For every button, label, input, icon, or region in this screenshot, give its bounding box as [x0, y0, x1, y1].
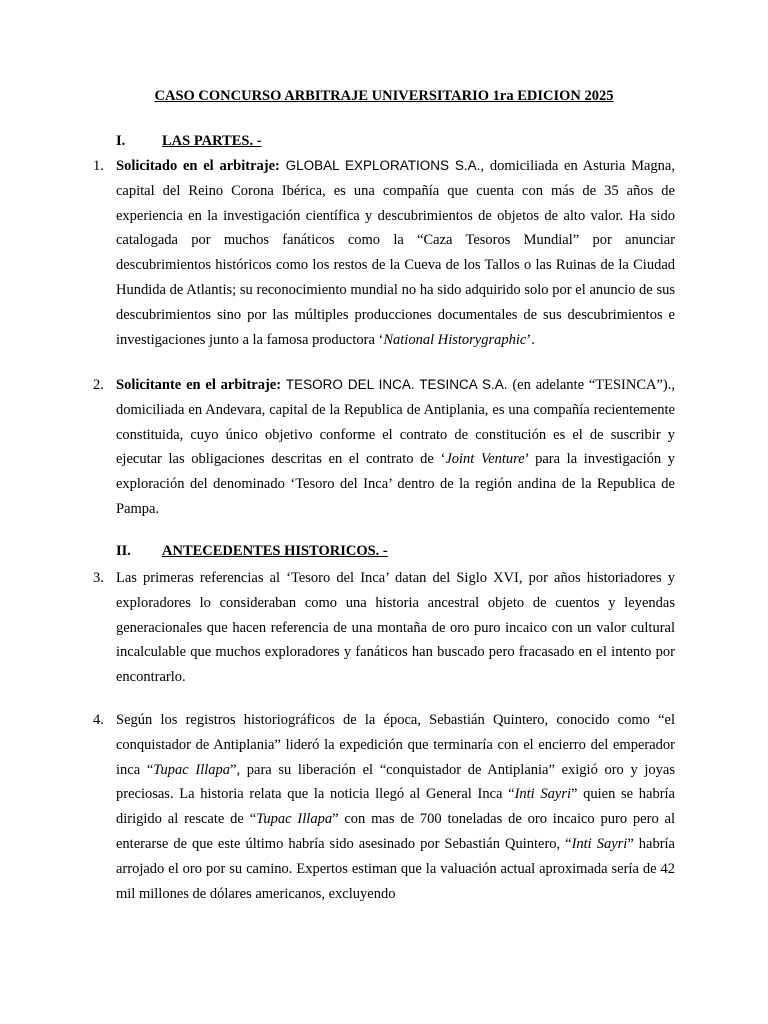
- paragraph-text: ” quien se habría dirigido al rescate de “: [116, 786, 675, 828]
- section-number: I.: [116, 133, 126, 149]
- paragraph-number: 3.: [93, 570, 104, 586]
- paragraph-text: , domiciliada en Asturia Magna, capital del Reino Corona Ibérica, es una compañía que cuenta con más de 35 años de experiencia en la investigación científica y descubrimientos de objetos de alto valor. Ha sido catalogada por muchos fanáticos como la “Caza Tesoros Mundial” por anunciar descubrimientos históricos como los restos de la Cueva de los Tallos o las Ruinas de la Ciudad Hundida de Atlantis; su reconocimiento mundial no ha sido adquirido solo por el anuncio de sus descubrimientos sino por las múltiples producciones documentales de sus descubrimientos e investigaciones junto a la famosa productora ‘: [116, 158, 675, 348]
- paragraph-italic: Tupac Illapa: [256, 811, 333, 828]
- paragraph-italic: Inti Sayri: [514, 786, 571, 803]
- paragraph-text: ”, para su liberación el “conquistador de Antiplania” exigió oro y joyas preciosas. La historia relata que la noticia llegó al General Inca “: [116, 761, 676, 803]
- paragraph-2: [93, 373, 675, 522]
- section-number: II.: [116, 543, 131, 559]
- paragraph-italic: Joint Venture: [445, 451, 525, 468]
- section-title: LAS PARTES. -: [162, 133, 262, 149]
- paragraph-italic: National Historygraphic: [383, 331, 527, 348]
- paragraph-text: Según los registros historiográficos de la época, Sebastián Quintero, conocido como “el conquistador de Antiplania” lideró la expedición que terminaría con el encierro del emperador inca “: [116, 712, 675, 778]
- paragraph-number: 1.: [93, 158, 104, 174]
- paragraph-body: [116, 154, 675, 352]
- section-heading-antecedentes: [116, 543, 388, 560]
- paragraph-4: [93, 708, 675, 906]
- paragraph-lead: Solicitado en el arbitraje:: [116, 158, 280, 174]
- paragraph-number: 2.: [93, 377, 104, 393]
- paragraph-1: [93, 154, 675, 352]
- company-name: GLOBAL EXPLORATIONS S.A.: [285, 158, 481, 173]
- paragraph-3: [93, 566, 675, 690]
- paragraph-italic: Tupac Illapa: [153, 761, 231, 778]
- paragraph-text: ” habría arrojado el oro por su camino. Expertos estiman que la valuación actual aproximada sería de 42 mil millones de dólares americanos, excluyendo: [116, 835, 675, 902]
- paragraph-italic: Inti Sayri: [571, 835, 628, 852]
- paragraph-body: [116, 708, 675, 906]
- paragraph-lead: Solicitante en el arbitraje:: [116, 377, 282, 393]
- paragraph-text: ’.: [526, 331, 535, 348]
- paragraph-body: Las primeras referencias al ‘Tesoro del Inca’ datan del Siglo XVI, por años historiadores y exploradores lo consideraban como una historia ancestral objeto de cuentos y leyendas generacionales que hacen referencia de una montaña de oro puro incaico con un valor cultural incalculable que muchos exploradores y fanáticos han buscado pero fracasado en el intento por encontrarlo.: [116, 570, 675, 686]
- paragraph-text: ’ para la investigación y exploración del denominado ‘Tesoro del Inca’ dentro de la región andina de la Republica de Pampa.: [116, 451, 675, 517]
- document-title: CASO CONCURSO ARBITRAJE UNIVERSITARIO 1ra EDICION 2025: [154, 88, 614, 104]
- company-name: TESORO DEL INCA. TESINCA S.A.: [285, 377, 508, 392]
- paragraph-body: [116, 373, 675, 522]
- section-title: ANTECEDENTES HISTORICOS. -: [162, 543, 388, 559]
- paragraph-text: ” con mas de 700 toneladas de oro incaico puro pero al enterarse de que este último habría sido asesinado por Sebastián Quintero, “: [116, 811, 675, 852]
- paragraph-text: (en adelante “TESINCA”)., domiciliada en Andevara, capital de la Republica de Antiplania, es una compañía recientemente constituida, cuyo único objetivo conforme el contrato de constitución es el de suscribir y ejecutar las obligaciones descritas en el contrato de ‘: [116, 377, 675, 468]
- paragraph-number: 4.: [93, 712, 104, 728]
- section-heading-partes: [116, 133, 262, 150]
